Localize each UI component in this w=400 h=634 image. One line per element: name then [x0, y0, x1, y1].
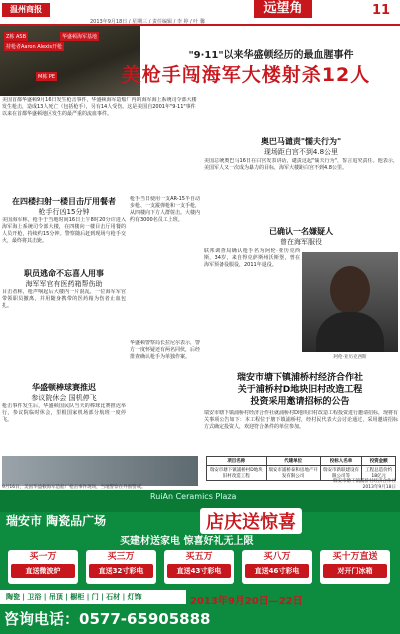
article-text: 联邦调查局确认枪手名为阿伦·亚历克西斯，34岁，来自得克萨斯州沃斯堡，曾在海军预备役服役，2011年退役。: [204, 248, 300, 268]
photo-label: Z栋 ASB: [6, 34, 27, 40]
promo-gift: 直送32寸彩电: [89, 564, 153, 578]
photo-label: 华盛顿海军基地: [62, 34, 98, 40]
ad-categories: 陶瓷 | 卫浴 | 吊顶 | 橱柜 | 门 | 石材 | 灯饰: [0, 590, 186, 604]
page-number: 11: [371, 3, 391, 18]
subhead-secondary: 枪手行凶15分钟: [38, 208, 90, 216]
promo-card: [164, 550, 234, 584]
notice-signature: 瑞安市塘下镇浦桥村经济合作社: [333, 479, 396, 484]
ad-brand-en: RuiAn Ceramics Plaza: [150, 492, 237, 501]
table-header: 投标人名单: [320, 457, 362, 466]
table-header: 项目名称: [207, 457, 267, 466]
subhead-secondary: 现场距白宫不到4.8公里: [263, 148, 339, 156]
photo-label: M栋 PE: [38, 74, 56, 80]
date-line: 2013年9月18日 / 星期三 / 责任编辑 / 李 婷 / 叶 馨: [90, 19, 205, 25]
ad-hotline: [4, 608, 211, 629]
hotline-label: 咨询电话：: [4, 610, 80, 628]
notice-title-line: 关于浦桥村D地块旧村改造工程: [237, 385, 363, 395]
table-cell: 工程总造价约18亿元: [362, 466, 396, 481]
headline-kicker: "9·11"以来华盛顿经历的最血腥事件: [188, 50, 354, 61]
article-text: 美国海军称，枪手于当地时间16日上午8时20分许进入海军海上系统司令部大楼，在四楼向一楼目击厅用餐的人员开枪，持续约15分钟。警察随后赶到现场与枪手交火，最终将其击毙。: [2, 217, 126, 244]
promo-card: [320, 550, 390, 584]
promo-gift: 对开门冰箱: [323, 564, 387, 578]
photo-caption: 9月16日，美国华盛顿海军造船厂枪击事件现场，当地警察在外围警戒。: [2, 485, 146, 490]
subhead-secondary: 海军军官有医药箱帮伤助: [25, 280, 103, 288]
suspect-photo: [302, 252, 398, 352]
subhead-secondary: 参议院休会 国机停飞: [31, 394, 97, 402]
subhead: 奥巴马谴责"懦夫行为": [260, 137, 342, 146]
promo-buy: 买一万: [29, 552, 57, 562]
subhead-secondary: 曾在海军服役: [280, 238, 322, 246]
promo-buy: 买三万: [107, 552, 135, 562]
article-text: 美国总统奥巴马16日在白宫发表讲话，谴责这起"懦夫行为"，誓言追究责任。他表示，美国军人又一次成为暴力的目标，海军大楼距白宫不到4.8公里。: [204, 158, 398, 171]
article-text: 枪击事件发生后，华盛顿国民队当天的棒球比赛推迟举行，参议院临时休会，里根国家机场部分航班一度停飞。: [2, 403, 126, 423]
promo-buy: 买十万直送: [332, 552, 378, 562]
notice-title: [202, 372, 398, 408]
article-text: 目击者称，枪声响起后大楼内一片混乱，一位海军军官带领职员撤离，并用随身携带的医药箱为伤者止血包扎。: [2, 289, 126, 309]
photo-caption: 阿伦·亚历克西斯: [333, 355, 367, 360]
portrait-body-shape: [316, 312, 384, 352]
article-text: 枪手当日使用一支AR-15半自动步枪、一支霰弹枪和一支手枪，从四楼向下方人群射击。大楼内约有3000名员工上班。: [130, 196, 200, 223]
promo-gift: 直送微波炉: [11, 564, 75, 578]
ad-date: 2013年9月20日—22日: [190, 596, 303, 607]
ad-subslogan: 买建材送家电 惊喜好礼无上限: [120, 536, 254, 547]
table-cell: 瑞安市新联建设有限公司等: [320, 466, 362, 481]
hotline-number: 0577-65905888: [79, 610, 211, 628]
notice-date: 2013年9月18日: [362, 485, 396, 490]
promo-card: [8, 550, 78, 584]
section-title: 远望角: [254, 0, 312, 18]
subhead: 已确认一名嫌疑人: [269, 227, 333, 236]
promo-buy: 买八万: [263, 552, 291, 562]
article-text: 华盛顿警察局长拉尼尔表示，警方一度怀疑还有两名同伙，后经排查确认枪手为单独作案。: [130, 340, 200, 360]
subhead: 华盛顿棒球赛推迟: [32, 383, 96, 392]
notice-title-line: 瑞安市塘下镇浦桥村经济合作社: [236, 373, 363, 383]
advertisement: [0, 490, 400, 634]
ad-slogan: 店庆送惊喜: [200, 508, 302, 534]
scene-photo: [2, 456, 198, 486]
subhead: 职员逃命不忘喜人用事: [24, 269, 104, 278]
table-cell: 瑞安市浦桥泰和房地产开发有限公司: [266, 466, 320, 481]
main-headline: 美枪手闯海军大楼射杀12人: [121, 64, 371, 86]
subhead: 在四楼扫射一楼目击厅用餐者: [12, 197, 116, 206]
table-header: 投资金额: [362, 457, 396, 466]
table-cell: 瑞安市塘下镇浦桥村D地块旧村改造工程: [207, 466, 267, 481]
notice-body: 瑞安市塘下镇浦桥村经济合作社就浦桥村D地块旧村改造工程投资进行邀请招标，现将有关事项公告如下：本工程位于塘下镇浦桥村，经村民代表大会讨论通过，采用邀请招标方式确定投资人，欢迎符合条件的单位参加。: [204, 410, 398, 430]
table-header: 代建单位: [266, 457, 320, 466]
photo-label: 持枪者Aaron Alexis开枪: [6, 44, 62, 50]
promo-card: [242, 550, 312, 584]
promo-buy: 买五万: [185, 552, 213, 562]
ad-brand: 瑞安市 陶瓷品广场: [6, 514, 107, 528]
newspaper-logo: 温州商报: [2, 3, 50, 17]
lead-paragraph: 美国首都华盛顿9月16日发生枪击事件，华盛顿海军造船厂内的海军海上系统司令部大楼发生枪击，造成13人死亡（包括枪手），另有14人受伤。这是美国自2001年"9·11"事件以来在首都华盛顿地区发生的最严重的流血事件。: [2, 97, 197, 117]
portrait-face-shape: [330, 266, 370, 314]
notice-title-line: 投资采用邀请招标的公告: [250, 397, 350, 407]
promo-gift: 直送46寸彩电: [245, 564, 309, 578]
promo-card: [86, 550, 156, 584]
promo-gift: 直送43寸彩电: [167, 564, 231, 578]
